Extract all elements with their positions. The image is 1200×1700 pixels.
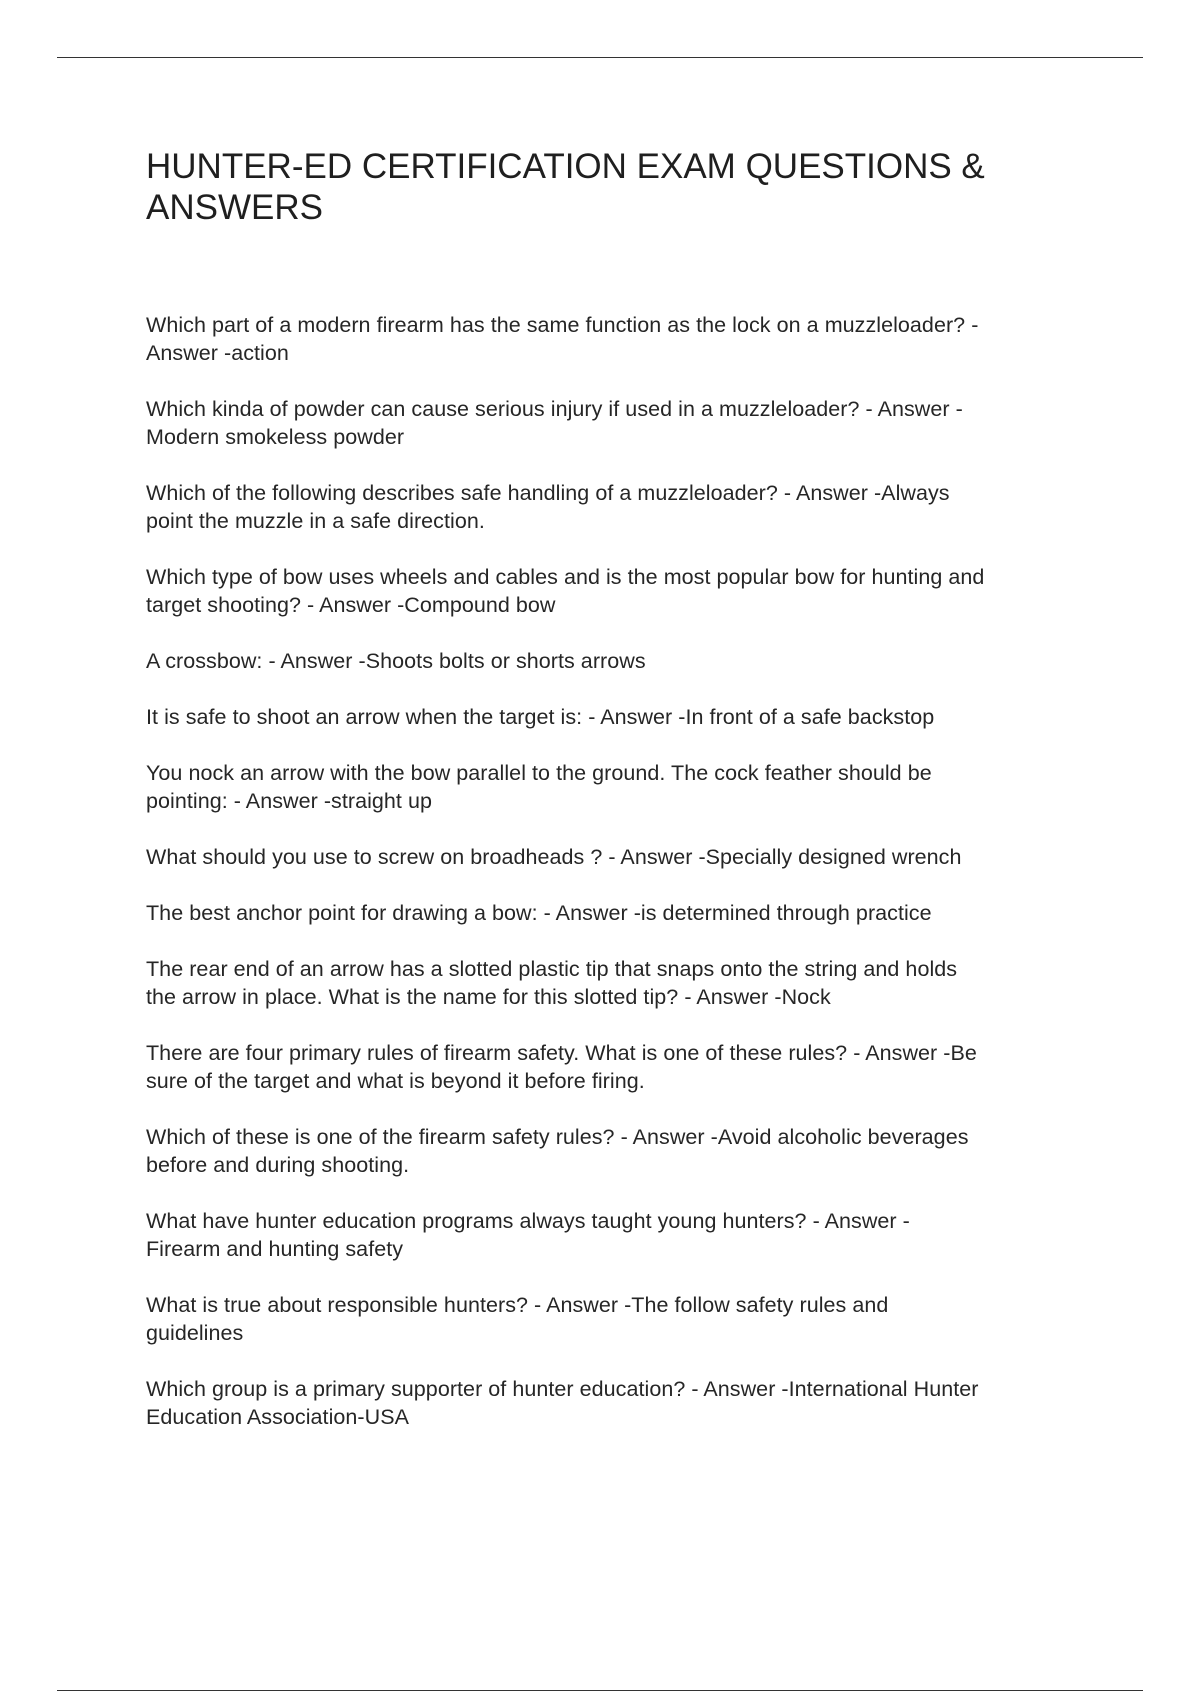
qa-line-2: sure of the target and what is beyond it before firing. [146, 1069, 645, 1093]
qa-line-1: The rear end of an arrow has a slotted plastic tip that snaps onto the string and holds [146, 957, 958, 981]
qa-line-1: You nock an arrow with the bow parallel to the ground. The cock feather should be [146, 761, 932, 785]
qa-line-1: Which group is a primary supporter of hunter education? - Answer -International Hunter [146, 1377, 979, 1401]
qa-line-1: Which part of a modern firearm has the same function as the lock on a muzzleloader? - [146, 313, 979, 337]
qa-line-1: The best anchor point for drawing a bow: - Answer -is determined through practice [146, 901, 932, 925]
qa-line-1: A crossbow: - Answer -Shoots bolts or shorts arrows [146, 649, 646, 673]
qa-item [146, 759, 1096, 815]
qa-item [146, 1039, 1096, 1095]
qa-item [146, 479, 1096, 535]
qa-item [146, 899, 1096, 927]
qa-line-2: pointing: - Answer -straight up [146, 789, 432, 813]
qa-item [146, 647, 1096, 675]
qa-line-1: Which of the following describes safe handling of a muzzleloader? - Answer -Always [146, 481, 950, 505]
qa-line-2: the arrow in place. What is the name for this slotted tip? - Answer -Nock [146, 985, 831, 1009]
qa-line-1: What is true about responsible hunters? - Answer -The follow safety rules and [146, 1293, 889, 1317]
qa-item [146, 1207, 1096, 1263]
qa-item [146, 1123, 1096, 1179]
qa-line-2: Education Association-USA [146, 1405, 409, 1429]
page-title [146, 146, 1086, 228]
qa-item [146, 703, 1096, 731]
qa-line-1: It is safe to shoot an arrow when the target is: - Answer -In front of a safe backstop [146, 705, 935, 729]
qa-line-1: Which type of bow uses wheels and cables and is the most popular bow for hunting and [146, 565, 985, 589]
qa-item [146, 563, 1096, 619]
qa-line-1: Which kinda of powder can cause serious injury if used in a muzzleloader? - Answer - [146, 397, 963, 421]
qa-item [146, 311, 1096, 367]
qa-line-1: What have hunter education programs always taught young hunters? - Answer - [146, 1209, 910, 1233]
qa-line-2: Firearm and hunting safety [146, 1237, 404, 1261]
qa-line-2: guidelines [146, 1321, 244, 1345]
qa-line-1: There are four primary rules of firearm safety. What is one of these rules? - Answer -Be [146, 1041, 977, 1065]
title-line-1: HUNTER-ED CERTIFICATION EXAM QUESTIONS & [146, 147, 985, 186]
qa-line-1: What should you use to screw on broadheads ? - Answer -Specially designed wrench [146, 845, 962, 869]
qa-item [146, 955, 1096, 1011]
qa-item [146, 1291, 1096, 1347]
qa-item [146, 1375, 1096, 1431]
qa-list [146, 311, 1096, 1459]
qa-line-2: Answer -action [146, 341, 289, 365]
qa-item [146, 395, 1096, 451]
qa-line-2: point the muzzle in a safe direction. [146, 509, 485, 533]
qa-line-2: target shooting? - Answer -Compound bow [146, 593, 556, 617]
top-divider [57, 57, 1143, 58]
qa-item [146, 843, 1096, 871]
qa-line-2: before and during shooting. [146, 1153, 410, 1177]
qa-line-1: Which of these is one of the firearm safety rules? - Answer -Avoid alcoholic beverages [146, 1125, 969, 1149]
title-line-2: ANSWERS [146, 188, 323, 227]
qa-line-2: Modern smokeless powder [146, 425, 405, 449]
bottom-divider [57, 1690, 1143, 1691]
